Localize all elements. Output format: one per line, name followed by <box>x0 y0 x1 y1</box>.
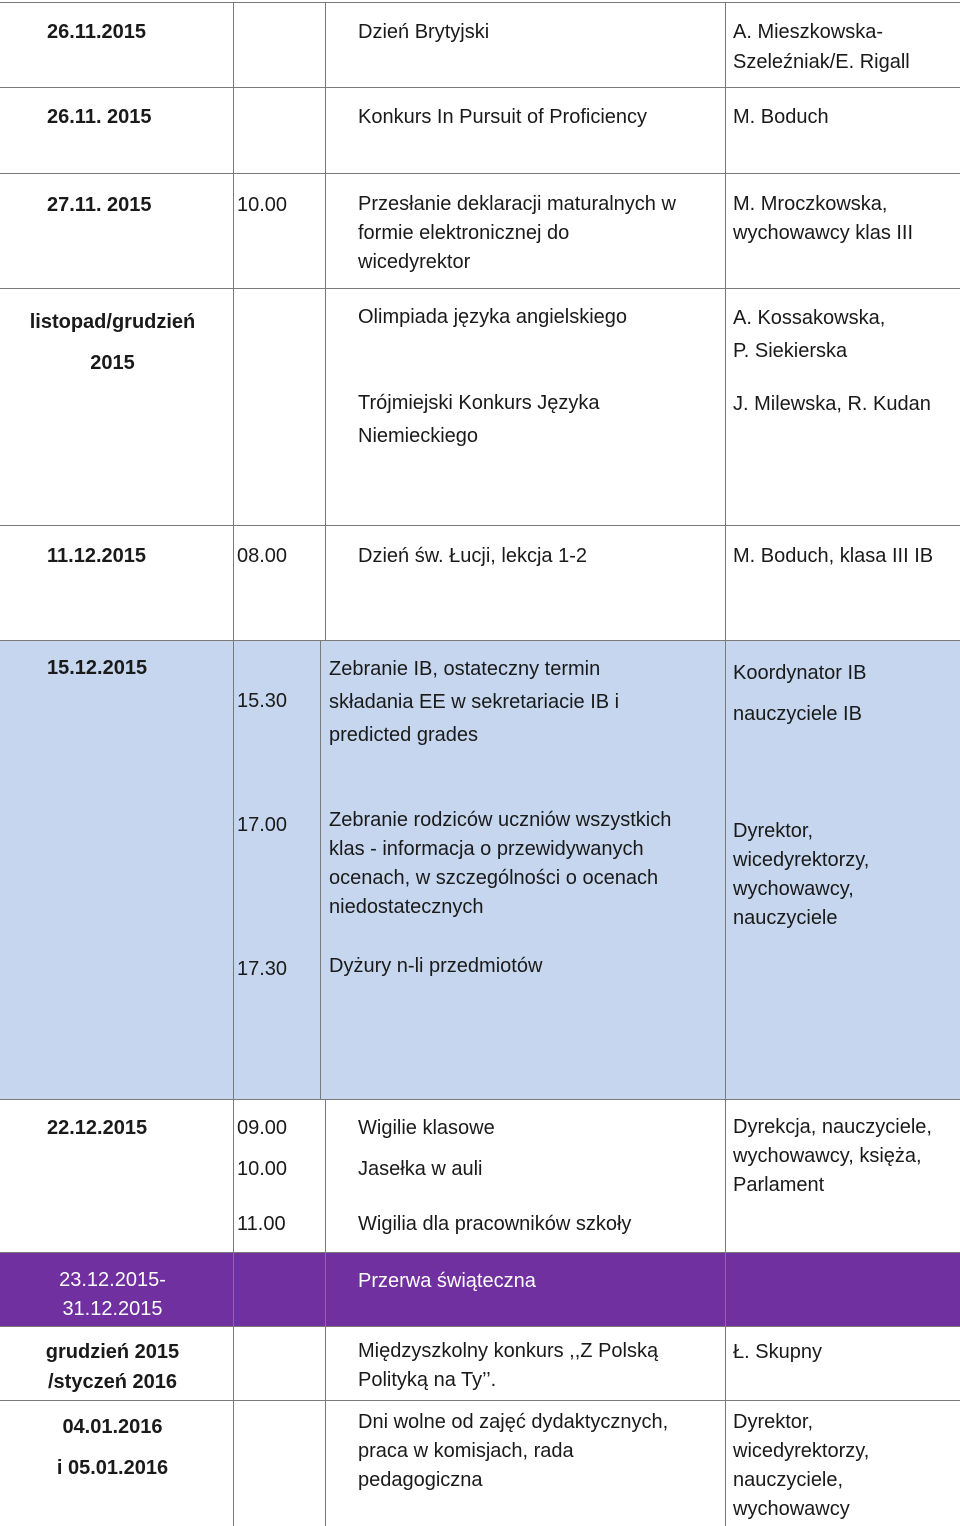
date-cell: 27.11. 2015 <box>47 194 152 216</box>
date-cell: grudzień 2015 /styczeń 2016 <box>45 1341 180 1393</box>
person-cell: Ł. Skupny <box>733 1341 822 1363</box>
time-cell: 17.00 <box>237 814 288 836</box>
person-cell: J. Milewska, R. Kudan <box>733 393 931 415</box>
date-cell: 15.12.2015 <box>47 657 148 679</box>
event-cell: Olimpiada języka angielskiego <box>358 306 628 328</box>
event-cell: Przerwa świąteczna <box>358 1270 536 1292</box>
table-row <box>0 88 960 174</box>
event-cell: Jasełka w auli <box>358 1158 483 1180</box>
date-cell: 26.11. 2015 <box>47 106 152 128</box>
person-cell: A. Kossakowska, P. Siekierska <box>733 307 886 362</box>
event-cell: Dni wolne od zajęć dydaktycznych, praca w komisjach, rada pedagogiczna <box>358 1411 669 1491</box>
table-row <box>0 2 960 88</box>
date-cell: 11.12.2015 <box>47 545 146 567</box>
event-cell: Wigilia dla pracowników szkoły <box>358 1213 632 1235</box>
event-cell: Zebranie rodziców uczniów wszystkich klas - informacja o przewidywanych ocenach, w szczególności o ocenach niedostatecznych <box>329 809 672 918</box>
table-row <box>0 1100 960 1253</box>
table-row <box>0 1327 960 1401</box>
table-row <box>0 289 960 526</box>
table-row <box>0 1253 960 1327</box>
date-cell: 22.12.2015 <box>47 1117 148 1139</box>
person-cell: Dyrektor, wicedyrektorzy, wychowawcy, nauczyciele <box>733 820 870 929</box>
table-row <box>0 641 960 1100</box>
time-cell: 17.30 <box>237 958 288 980</box>
event-cell: Dzień Brytyjski <box>358 21 490 43</box>
table-row <box>0 526 960 641</box>
time-cell: 09.00 <box>237 1117 288 1139</box>
date-cell: listopad/grudzień 2015 <box>29 311 196 374</box>
time-cell: 08.00 <box>237 545 288 567</box>
person-cell: Dyrekcja, nauczyciele, wychowawcy, księża, Parlament <box>733 1116 932 1196</box>
event-cell: Międzyszkolny konkurs ,,Z Polską Polityką na Ty’’. <box>358 1340 659 1391</box>
person-cell: M. Boduch <box>733 106 829 128</box>
time-cell: 10.00 <box>237 1158 288 1180</box>
event-cell: Wigilie klasowe <box>358 1117 495 1139</box>
table-row <box>0 174 960 289</box>
date-cell: 23.12.2015- 31.12.2015 <box>59 1269 166 1320</box>
date-cell: 04.01.2016 i 05.01.2016 <box>56 1416 169 1479</box>
time-cell: 11.00 <box>237 1213 286 1235</box>
time-cell: 15.30 <box>237 690 288 712</box>
table-row <box>0 1401 960 1526</box>
date-cell: 26.11.2015 <box>47 21 146 43</box>
event-cell: Dyżury n-li przedmiotów <box>329 955 543 977</box>
person-cell: Dyrektor, wicedyrektorzy, nauczyciele, wychowawcy <box>733 1411 870 1520</box>
time-cell: 10.00 <box>237 194 288 216</box>
event-cell: Przesłanie deklaracji maturalnych w formie elektronicznej do wicedyrektor <box>358 193 676 273</box>
event-cell: Trójmiejski Konkurs Języka Niemieckiego <box>358 392 600 447</box>
event-cell: Konkurs In Pursuit of Proficiency <box>358 106 648 128</box>
person-cell: M. Boduch, klasa III IB <box>733 545 934 567</box>
person-cell: M. Mroczkowska, wychowawcy klas III <box>733 193 914 244</box>
person-cell: Koordynator IB nauczyciele IB <box>733 662 867 725</box>
event-cell: Zebranie IB, ostateczny termin składania EE w sekretariacie IB i predicted grades <box>329 658 620 746</box>
person-cell: A. Mieszkowska- Szeleźniak/E. Rigall <box>733 21 910 73</box>
event-cell: Dzień św. Łucji, lekcja 1-2 <box>358 545 587 567</box>
